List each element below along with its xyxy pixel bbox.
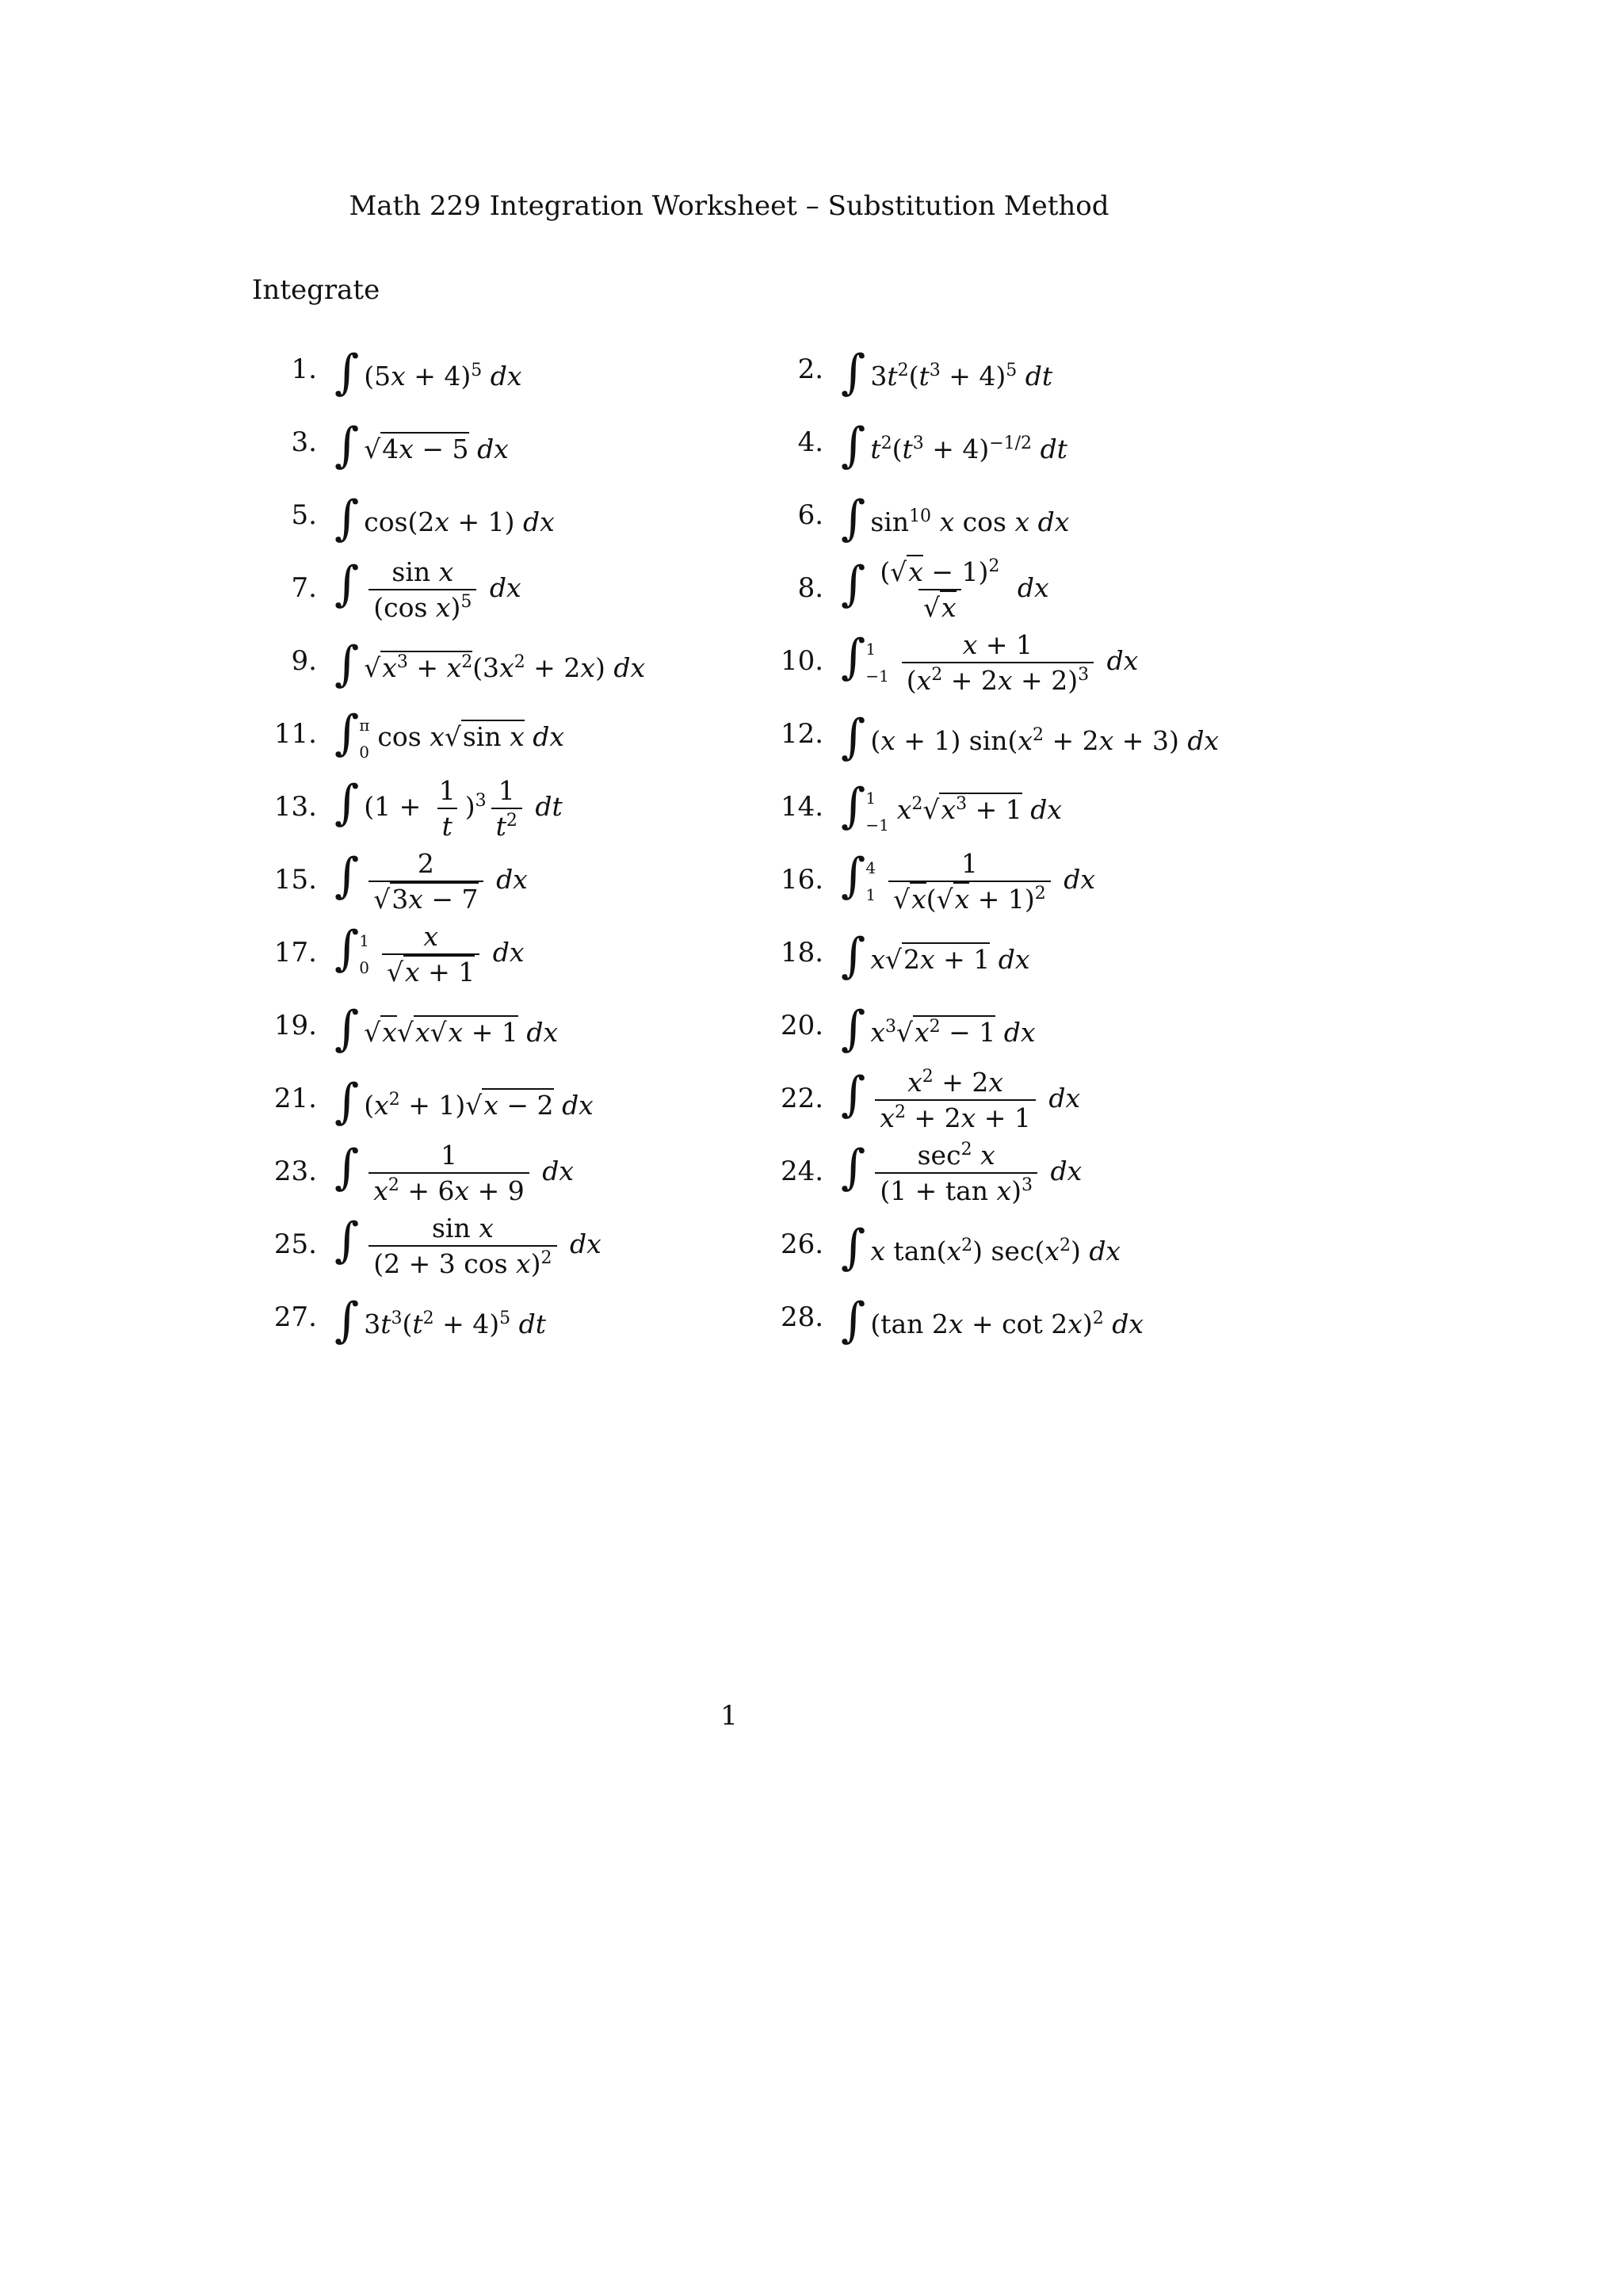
- integral-expression: ∫ (x + 1) $\sin(x^2 + 2x + 3)$ dx: [841, 709, 1220, 765]
- problem-row: [269, 916, 1236, 989]
- problem-26: [776, 1217, 1236, 1275]
- integral-expression: ∫ $(x^2 + 1)√x - 2$ dx: [334, 1074, 594, 1129]
- integral-expression: ∫ √4x − 5 dx: [334, 418, 509, 473]
- problem-number: 9.: [291, 645, 317, 677]
- problem-17: [269, 918, 776, 988]
- problem-row: [269, 406, 1236, 479]
- problem-21: [269, 1071, 776, 1129]
- problem-row: [269, 552, 1236, 625]
- integral-expression: ∫ $\frac{\text{sin x}}{(2 + 3 \cos x)^2}$ dx: [334, 1213, 601, 1279]
- problem-6: [776, 487, 1236, 546]
- problem-9: [269, 633, 776, 692]
- problem-18: [776, 925, 1236, 984]
- integral-expression: ∫ √x√x√x + 1 dx: [334, 1001, 559, 1056]
- integral-expression: ∫ $x^3√x^2 - 1$ dx: [841, 1001, 1036, 1056]
- problem-28: [776, 1289, 1236, 1348]
- problem-number: 3.: [291, 426, 317, 458]
- problem-8: [776, 553, 1236, 623]
- problem-list: [269, 333, 1236, 1354]
- problem-number: 26.: [780, 1228, 824, 1260]
- problem-4: [776, 415, 1236, 473]
- problem-number: 12.: [780, 718, 824, 750]
- problem-number: 23.: [273, 1156, 317, 1187]
- problem-row: [269, 843, 1236, 916]
- problem-row: [269, 697, 1236, 770]
- problem-number: 5.: [291, 499, 317, 531]
- problem-number: 6.: [797, 499, 824, 531]
- problem-number: 14.: [780, 791, 824, 823]
- integral-expression: ∫ $\sin^{10} x$ cos x dx: [841, 491, 1070, 546]
- integral-expression: ∫ $t^2(t^3 + 4)^{-1/2}$ dt: [841, 418, 1067, 473]
- page-title: Math 229 Integration Worksheet – Substitution Method: [349, 190, 1109, 222]
- problem-row: [269, 1062, 1236, 1135]
- integral-expression: ∫ $\frac{1}{x^2 + 6x + 9}$ dx: [334, 1140, 575, 1206]
- problem-23: [269, 1137, 776, 1206]
- problem-number: 10.: [780, 645, 824, 677]
- integral-expression: ∫ $\frac{2}{√3x - 7}$ dx: [334, 848, 528, 915]
- problem-12: [776, 706, 1236, 765]
- problem-number: 8.: [797, 572, 824, 604]
- problem-number: 4.: [797, 426, 824, 458]
- integral-expression: ∫ 1 0 $\frac{x}{√x + 1}$ dx: [334, 921, 525, 988]
- integral-expression: ∫ cos(2x + 1) dx: [334, 491, 555, 546]
- integral-expression: ∫ x $\tan(x^2)$ $\sec(x^2)$ dx: [841, 1220, 1121, 1275]
- problem-13: [269, 772, 776, 842]
- problem-20: [776, 998, 1236, 1056]
- problem-number: 25.: [273, 1228, 317, 1260]
- problem-number: 17.: [273, 937, 317, 968]
- integral-expression: ∫ $(5x + 4)^5$ dx: [334, 345, 522, 400]
- integral-expression: ∫ $3t^2(t^3 + 4)^5$ dt: [841, 345, 1053, 400]
- problem-number: 19.: [273, 1010, 317, 1041]
- integral-expression: ∫ π 0 cos x√sin x dx: [334, 705, 564, 762]
- page-number: 1: [720, 1700, 738, 1732]
- integral-expression: ∫ $3t^3(t^2 + 4)^5$ dt: [334, 1293, 547, 1348]
- instruction-text: Integrate: [252, 274, 380, 306]
- problem-1: [269, 342, 776, 400]
- problem-row: [269, 625, 1236, 697]
- problem-11: [269, 702, 776, 766]
- integral-expression: ∫ (tan 2x + cot 2x)$^2$ dx: [841, 1293, 1144, 1348]
- problem-number: 13.: [273, 791, 317, 823]
- problem-number: 15.: [273, 864, 317, 896]
- problem-number: 20.: [780, 1010, 824, 1041]
- problem-15: [269, 845, 776, 915]
- problem-7: [269, 553, 776, 623]
- problem-2: [776, 342, 1236, 400]
- integral-expression: ∫ x√2x + 1 dx: [841, 928, 1030, 984]
- problem-row: [269, 1135, 1236, 1208]
- problem-row: [269, 1281, 1236, 1354]
- problem-number: 28.: [780, 1301, 824, 1333]
- integral-expression: ∫ $\frac{(√x - 1)^2}{√x}$ dx: [841, 556, 1049, 623]
- problem-number: 21.: [273, 1083, 317, 1114]
- problem-row: [269, 479, 1236, 552]
- problem-24: [776, 1137, 1236, 1206]
- problem-number: 27.: [273, 1301, 317, 1333]
- integral-expression: ∫ $\frac{x^2 + 2x}{x^2 + 2x + 1}$ dx: [841, 1067, 1081, 1133]
- problem-number: 1.: [291, 353, 317, 385]
- problem-number: 22.: [780, 1083, 824, 1114]
- problem-number: 7.: [291, 572, 317, 604]
- problem-row: [269, 770, 1236, 843]
- problem-10: [776, 626, 1236, 696]
- problem-5: [269, 487, 776, 546]
- integral-expression: ∫ (1 + $\frac{1}{t}$ )$^3$ $\frac{1}{t^2}$ dt: [334, 775, 563, 842]
- problem-16: [776, 845, 1236, 915]
- integral-expression: ∫ 1 −1 $\frac{x + 1}{(x^2 + 2x + 2)^3}$ dx: [841, 629, 1139, 696]
- problem-27: [269, 1289, 776, 1348]
- problem-row: [269, 989, 1236, 1062]
- problem-number: 24.: [780, 1156, 824, 1187]
- problem-3: [269, 415, 776, 473]
- problem-number: 11.: [273, 718, 317, 750]
- problem-number: 16.: [780, 864, 824, 896]
- integral-expression: ∫ $√x^3 + x^2(3x^2 + 2x)$ dx: [334, 636, 646, 692]
- integral-expression: ∫ 4 1 $\frac{1}{√x(√x + 1)^2}$ dx: [841, 848, 1095, 915]
- problem-row: [269, 333, 1236, 406]
- problem-25: [269, 1209, 776, 1279]
- problem-number: 18.: [780, 937, 824, 968]
- problem-19: [269, 998, 776, 1056]
- integral-expression: ∫ 1 −1 $x^2√x^3 + 1$ dx: [841, 778, 1062, 835]
- problem-14: [776, 775, 1236, 839]
- integral-expression: ∫ $\frac{\sec^2 x}{(1 + \tan x)^3}$ dx: [841, 1140, 1083, 1206]
- problem-22: [776, 1064, 1236, 1133]
- integral-expression: ∫ $\frac{\text{sin x}}{(\cos x)^5}$ dx: [334, 556, 521, 623]
- problem-row: [269, 1208, 1236, 1281]
- problem-number: 2.: [797, 353, 824, 385]
